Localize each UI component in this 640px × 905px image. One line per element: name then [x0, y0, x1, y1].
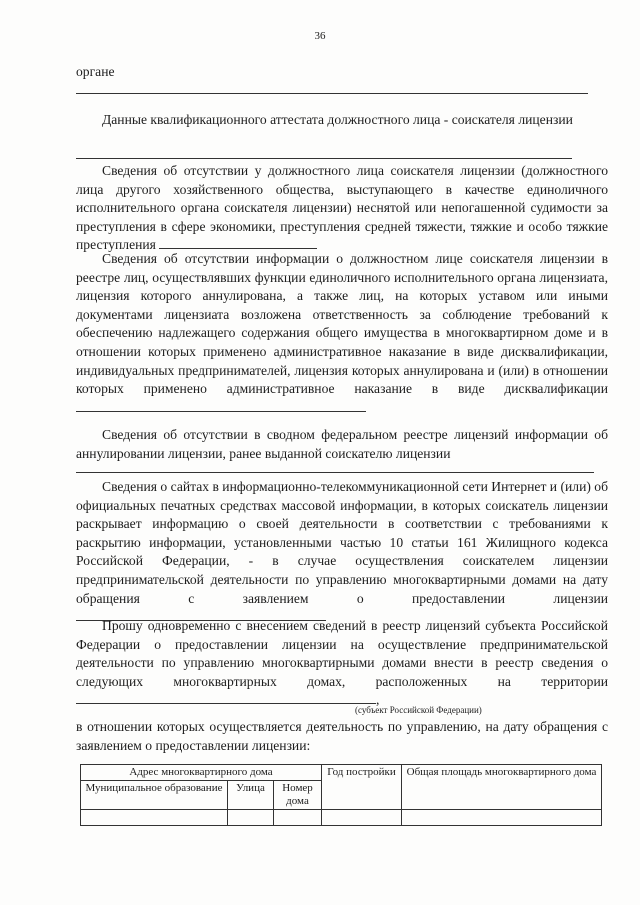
table-cell: [228, 810, 274, 826]
paragraph-request: Прошу одновременно с внесением сведений в реестр лицензий субъекта Российской Федерации о предоставлении лицензии на осуществление предпринимательской деятельности по управлению многоквартирными домами внести в реестр сведения о следующих многоквартирных домах, расположенных на территории ,: [76, 618, 608, 708]
fill-line: [76, 472, 594, 473]
table-cell: [81, 810, 228, 826]
paragraph-no-criminal-record: Сведения об отсутствии у должностного лица соискателя лицензии (должностного лица другого хозяйственного общества, выступающего в качестве единоличного исполнительного органа соискателя лицензии) неснятой или непогашенной судимости за преступления в сфере экономики, преступления средней тяжести, тяжкие и особо тяжкие преступления: [76, 163, 608, 253]
fill-line-region: [76, 692, 376, 704]
fill-line: [76, 93, 588, 94]
table-row: [81, 810, 602, 826]
table-cell: [274, 810, 322, 826]
table-header-row: [81, 765, 602, 781]
header-total-area: Общая площадь многоквартирного дома: [402, 765, 602, 810]
table-cell: [322, 810, 402, 826]
header-municipality: Муниципальное образование: [81, 781, 228, 810]
fill-line: [76, 400, 366, 412]
fill-line: [159, 237, 317, 249]
paragraph-information-disclosure: Сведения о сайтах в информационно-телекоммуникационной сети Интернет и (или) об официальных печатных средствах массовой информации, в которых соискатель лицензии раскрывает информацию о своей деятельности в соответствии с требованиями к раскрытию информации, установленными частью 10 статьи 161 Жилищного кодекса Российской Федерации, - в случае осуществления соискателем лицензии предпринимательской деятельности по управлению многоквартирными домами на дату обращения с заявлением о предоставлении лицензии: [76, 478, 608, 627]
paragraph-houses-intro: в отношении которых осуществляется деятельность по управлению, на дату обращения с заявлением о предоставлении лицензии:: [76, 719, 608, 753]
paragraph-qualification-certificate: Данные квалификационного аттестата должностного лица - соискателя лицензии: [102, 112, 573, 127]
caption-region: (субъект Российской Федерации): [355, 705, 482, 715]
header-address: Адрес многоквартирного дома: [81, 765, 322, 781]
fill-line: [76, 158, 572, 159]
header-house-number: Номер дома: [274, 781, 322, 810]
page-number: 36: [314, 30, 326, 42]
header-street: Улица: [228, 781, 274, 810]
houses-table: [80, 764, 602, 826]
paragraph-organ: органе: [76, 64, 115, 79]
table-cell: [402, 810, 602, 826]
paragraph-federal-license-registry: Сведения об отсутствии в сводном федеральном реестре лицензий информации об аннулировании лицензии, ранее выданной соискателю лицензии: [76, 427, 608, 461]
paragraph-disqualification-registry: Сведения об отсутствии информации о должностном лице соискателя лицензии в реестре лиц, осуществлявших функции единоличного исполнительного органа лицензиата, лицензия которого аннулирована, а также лиц, на которых уставом или иными документами лицензиата возложена ответственность за соблюдение требований к обеспечению надлежащего содержания общего имущества в многоквартирном доме и в отношении которых применено административное наказание в виде дисквалификации, индивидуальных предпринимателей, лицензия которых аннулирована и (или) в отношении которых применено административное наказание в виде дисквалификации: [76, 250, 608, 417]
header-year-built: Год постройки: [322, 765, 402, 810]
